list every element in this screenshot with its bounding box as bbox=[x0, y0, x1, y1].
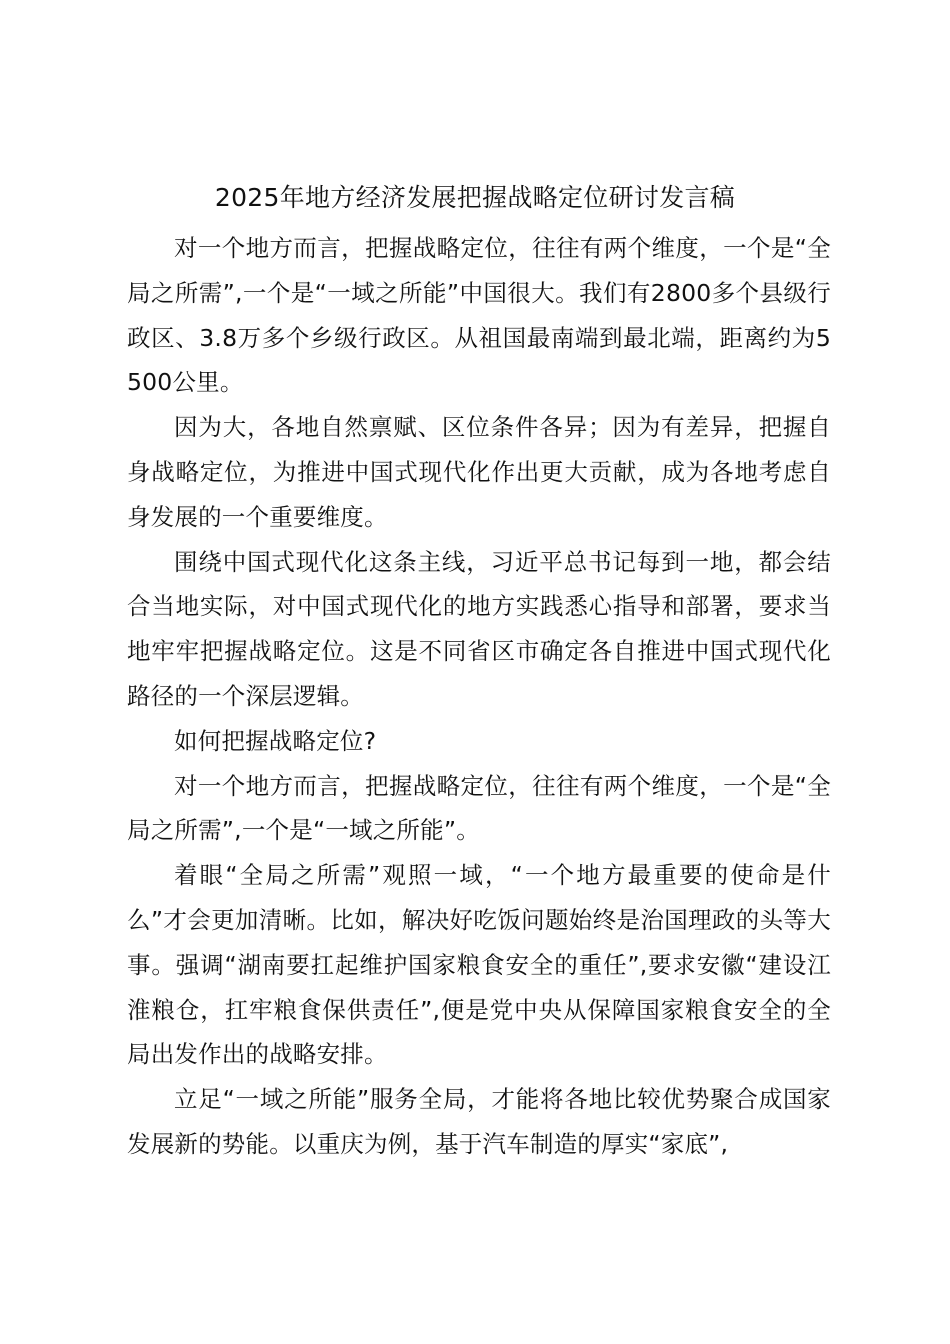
paragraph: 对一个地方而言，把握战略定位，往往有两个维度，一个是“全局之所需”,一个是“一域之所能”。 bbox=[127, 771, 831, 845]
document-title: 2025年地方经济发展把握战略定位研讨发言稿 bbox=[214, 183, 736, 212]
paragraph: 立足“一域之所能”服务全局，才能将各地比较优势聚合成国家发展新的势能。以重庆为例，基于汽车制造的厚实“家底”, bbox=[127, 1085, 831, 1158]
paragraph: 着眼“全局之所需”观照一域，“一个地方最重要的使命是什么”才会更加清晰。比如，解决好吃饭问题始终是治国理政的头等大事。强调“湖南要扛起维护国家粮食安全的重任”,要求安徽“建设江淮粮仓，扛牢粮食保供责任”,便是党中央从保障国家粮食安全的全局出发作出的战略安排。 bbox=[127, 861, 831, 1069]
document-body bbox=[127, 226, 831, 1167]
paragraph: 围绕中国式现代化这条主线，习近平总书记每到一地，都会结合当地实际，对中国式现代化的地方实践悉心指导和部署，要求当地牢牢把握战略定位。这是不同省区市确定各自推进中国式现代化路径的一个深层逻辑。 bbox=[127, 547, 831, 710]
paragraph: 对一个地方而言，把握战略定位，往往有两个维度，一个是“全局之所需”,一个是“一域之所能”中国很大。我们有2800多个县级行政区、3.8万多个乡级行政区。从祖国最南端到最北端，距离约为5500公里。 bbox=[127, 234, 831, 397]
paragraph: 如何把握战略定位? bbox=[174, 726, 377, 755]
paragraph: 因为大，各地自然禀赋、区位条件各异；因为有差异，把握自身战略定位，为推进中国式现代化作出更大贡献，成为各地考虑自身发展的一个重要维度。 bbox=[127, 413, 831, 531]
